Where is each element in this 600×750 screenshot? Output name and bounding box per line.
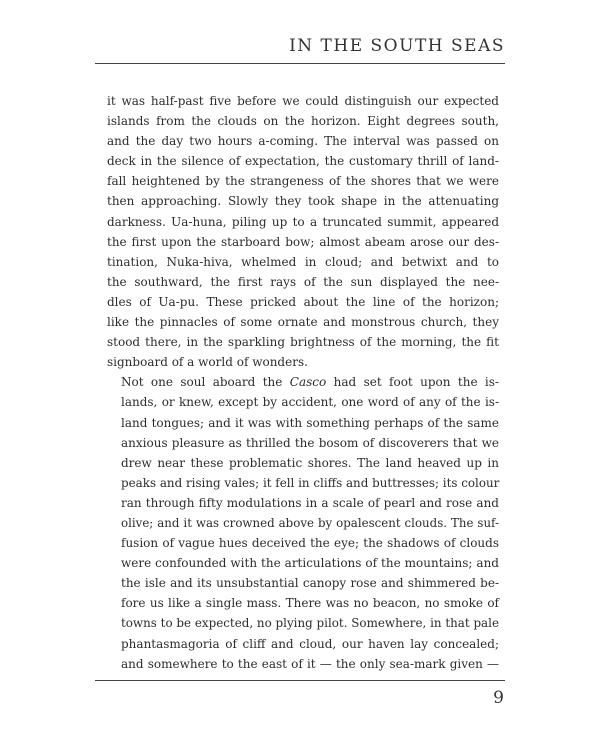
text-line: fusion of vague hues deceived the eye; the shadows of clouds (121, 536, 499, 551)
text-line: tination, Nuka-hiva, whelmed in cloud; and betwixt and to (107, 254, 499, 269)
text-line: deck in the silence of expectation, the customary thrill of land- (107, 154, 499, 169)
body-text (107, 91, 499, 674)
ship-name: Casco (289, 375, 327, 390)
text-line: it was half-past five before we could distinguish our expected (107, 94, 499, 108)
text-line: like the pinnacles of some ornate and monstrous church, they (107, 315, 499, 330)
text-line: then approaching. Slowly they took shape in the attenuating (107, 194, 499, 209)
text-line: peaks and rising vales; it fell in cliffs and buttresses; its colour (121, 475, 500, 490)
running-head-title: IN THE SOUTH SEAS (289, 36, 505, 56)
text-line: and the day two hours a-coming. The interval was passed on (107, 134, 499, 149)
text-fragment: had set foot upon the is- (333, 375, 499, 390)
text-line: anxious pleasure as thrilled the bosom of discoverers that we (121, 435, 499, 450)
footer-rule (95, 680, 505, 681)
text-line: land tongues; and it was with something perhaps of the same (121, 415, 499, 430)
text-line: stood there, in the sparkling brightness of the morning, the fit (107, 335, 499, 350)
text-line: the first upon the starboard bow; almost abeam arose our des- (107, 234, 499, 249)
text-line: darkness. Ua-huna, piling up to a truncated summit, appeared (107, 214, 499, 229)
text-line: islands from the clouds on the horizon. Eight degrees south, (107, 114, 499, 129)
text-line: the isle and its unsubstantial canopy rose and shimmered be- (121, 576, 499, 591)
text-line: olive; and it was crowned above by opalescent clouds. The suf- (121, 515, 499, 530)
paragraph-2 (107, 372, 499, 673)
text-line: dles of Ua-pu. These pricked about the line of the horizon; (107, 294, 499, 309)
text-line: fall heightened by the strangeness of the shores that we were (107, 174, 499, 189)
header-rule (95, 63, 505, 64)
page-number: 9 (493, 688, 504, 708)
text-line: the southward, the first rays of the sun displayed the nee- (107, 274, 499, 289)
text-line: lands, or knew, except by accident, one word of any of the is- (121, 395, 499, 410)
text-line: drew near these problematic shores. The land heaved up in (121, 455, 499, 470)
text-line: fore us like a single mass. There was no beacon, no smoke of (121, 596, 499, 611)
text-fragment: Not one soul aboard the (121, 375, 283, 390)
text-line-first (107, 372, 499, 392)
text-line: signboard of a world of wonders. (107, 355, 308, 370)
text-line: and somewhere to the east of it — the only sea-mark given — (121, 656, 499, 671)
text-line: were confounded with the articulations of the mountains; and (121, 556, 499, 571)
paragraph-1 (107, 91, 499, 372)
text-line: phantasmagoria of cliff and cloud, our haven lay concealed; (121, 636, 499, 651)
text-line: towns to be expected, no plying pilot. Somewhere, in that pale (121, 616, 499, 631)
text-line: ran through fifty modulations in a scale of pearl and rose and (121, 495, 499, 510)
